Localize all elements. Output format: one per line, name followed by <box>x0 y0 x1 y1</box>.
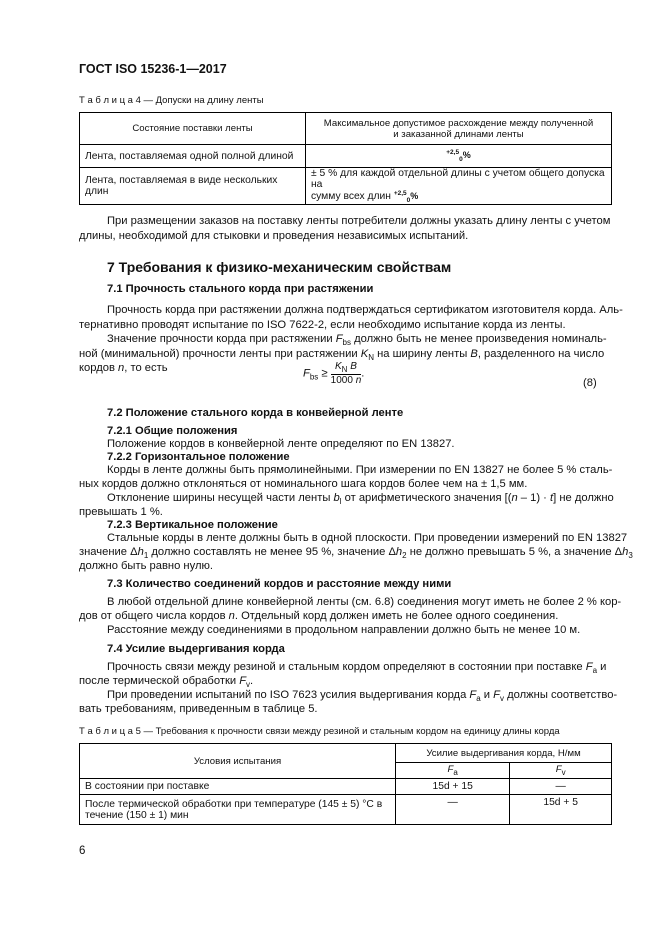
table-4 <box>79 112 612 205</box>
paragraph: Значение прочности корда при растяжении $F_{bs}$ должно быть не менее произведения номиналь- <box>107 333 607 348</box>
paragraph: Прочность корда при растяжении должна подтверждаться сертификатом изготовителя корда. Аль- <box>107 304 623 316</box>
paragraph: При размещении заказов на поставку ленты потребители должны указать длину ленты с учетом <box>107 215 611 227</box>
paragraph: тернативно проводят испытание по ISO 7622-2, если необходимо испытание корда из ленты. <box>79 319 566 331</box>
paragraph: вать требованиям, приведенным в таблице 5. <box>79 703 318 715</box>
document-header: ГОСТ ISO 15236-1—2017 <box>79 62 227 76</box>
paragraph: Стальные корды в ленте должны быть в одной плоскости. При проведении измерений по EN 13827 <box>107 532 628 544</box>
table-4-row-2-condition: Лента, поставляемая в виде нескольких длин <box>80 168 306 205</box>
table-5-header-force: Усилие выдергивания корда, Н/мм <box>396 744 612 763</box>
table-5-header-conditions: Условия испытания <box>80 744 396 779</box>
table-4-caption: Т а б л и ц а 4 — Допуски на длину ленты <box>79 95 264 106</box>
paragraph: Положение кордов в конвейерной ленте определяют по EN 13827. <box>107 438 455 450</box>
table-5-row-2-fa: — <box>396 795 510 825</box>
paragraph: кордов n, то есть <box>79 362 168 374</box>
formula-8: $F_{bs}$ ≥ $\frac{K_N B}{1000 n}$ . <box>303 361 365 386</box>
table-5-caption: Т а б л и ц а 5 — Требования к прочности связи между резиной и стальным кордом на единицу длины корда <box>79 726 560 737</box>
table-5-header-fv: $F_v$ <box>510 763 612 779</box>
tolerance-value: $^{+2,5}_0$% <box>393 190 419 204</box>
table-5-row-1-fa: 15d + 15 <box>396 779 510 795</box>
paragraph: должно быть равно нулю. <box>79 560 213 572</box>
paragraph: дов от общего числа кордов n. Отдельный корд должен иметь не более одного соединения. <box>79 610 559 622</box>
section-7-1-heading: 7.1 Прочность стального корда при растяжении <box>107 283 374 295</box>
table-4-row-1-condition: Лента, поставляемая одной полной длиной <box>80 145 306 168</box>
tolerance-value: $^{+2,5}_0$% <box>446 149 471 163</box>
table-5-row-1-fv: — <box>510 779 612 795</box>
table-5-header-fa: $F_a$ <box>396 763 510 779</box>
table-4-header-tolerance: Максимальное допустимое расхождение между полученной и заказанной длинами ленты <box>306 113 612 145</box>
section-7-2-3-heading: 7.2.3 Вертикальное положение <box>107 519 278 531</box>
section-7-4-heading: 7.4 Усилие выдергивания корда <box>107 643 285 655</box>
section-7-2-1-heading: 7.2.1 Общие положения <box>107 425 238 437</box>
section-7-2-2-heading: 7.2.2 Горизонтальное положение <box>107 451 290 463</box>
table-4-row-1-tolerance <box>306 145 612 168</box>
paragraph: Расстояние между соединениями в продольном направлении должно быть не менее 10 м. <box>107 624 581 636</box>
paragraph: длины, необходимой для стыковки и проведения независимых испытаний. <box>79 230 469 242</box>
table-5 <box>79 743 612 825</box>
section-7-2-heading: 7.2 Положение стального корда в конвейерной ленте <box>107 407 404 419</box>
paragraph: превышать 1 %. <box>79 506 163 518</box>
paragraph: ных кордов должно отклоняться от номинального шага кордов более чем на ± 1,5 мм. <box>79 478 528 490</box>
table-4-row-2-tolerance: ± 5 % для каждой отдельной длины с учетом общего допуска на сумму всех длин $^{+2,5}_0$% <box>306 168 612 205</box>
paragraph: В любой отдельной длине конвейерной ленты (см. 6.8) соединения могут иметь не более 2 % кор- <box>107 596 622 608</box>
section-7-heading: 7 Требования к физико-механическим свойствам <box>107 259 452 275</box>
page-number: 6 <box>79 845 86 857</box>
section-7-3-heading: 7.3 Количество соединений кордов и расстояние между ними <box>107 578 452 590</box>
paragraph: значение $\Delta h_1$ должно составлять не менее 95 %, значение $\Delta h_2$ не должно превышать 5 %, а значение $\Delta h_3$ <box>79 546 633 561</box>
paragraph: Прочность связи между резиной и стальным кордом определяют в состоянии при поставке $F_a$ и <box>107 661 607 676</box>
table-4-header-condition: Состояние поставки ленты <box>80 113 306 145</box>
paragraph: ной (минимальной) прочности ленты при растяжении $K_N$ на ширину ленты B, разделенного на число <box>79 348 605 363</box>
paragraph: Отклонение ширины несущей части ленты $b_l$ от арифметического значения [(n – 1) · t] не должно <box>107 492 614 507</box>
paragraph: При проведении испытаний по ISO 7623 усилия выдергивания корда $F_a$ и $F_v$ должны соответство- <box>107 689 618 704</box>
paragraph: Корды в ленте должны быть прямолинейными. При измерении по EN 13827 не более 5 % сталь- <box>107 464 613 476</box>
table-5-row-2-fv: 15d + 5 <box>510 795 612 825</box>
formula-number: (8) <box>583 377 597 389</box>
paragraph: после термической обработки $F_v$. <box>79 675 254 690</box>
table-5-row-2-condition: После термической обработки при температуре (145 ± 5) °С в течение (150 ± 1) мин <box>80 795 396 825</box>
table-5-row-1-condition: В состоянии при поставке <box>80 779 396 795</box>
